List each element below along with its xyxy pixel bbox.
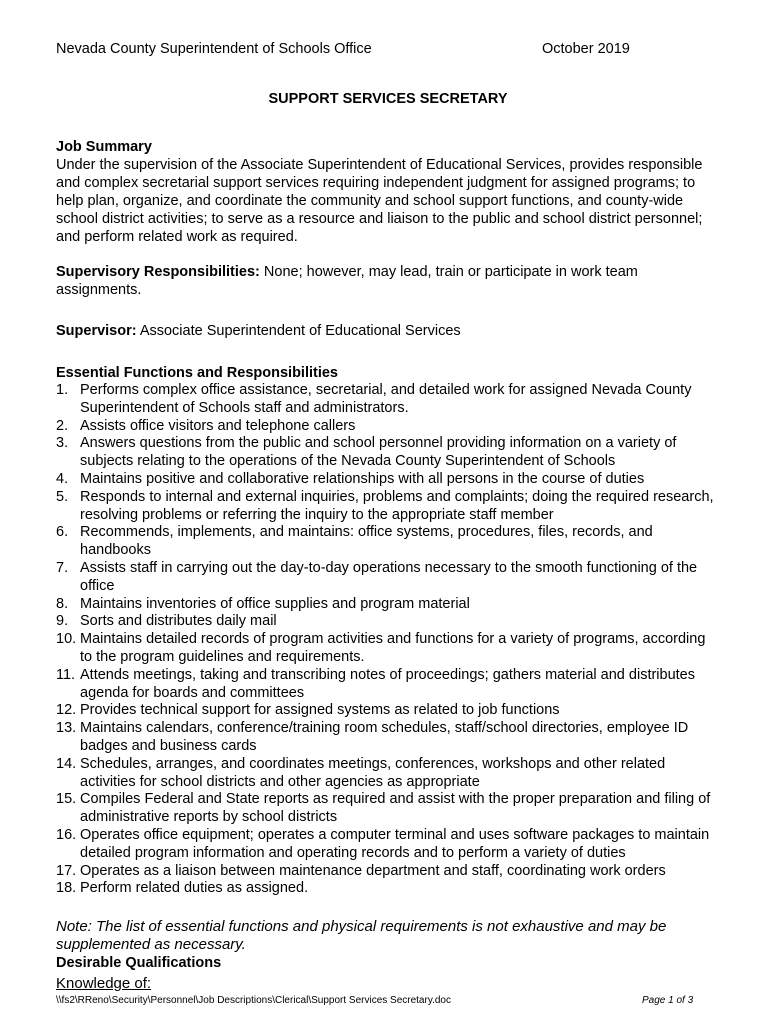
list-item-number: 18. [56, 880, 77, 897]
list-item-text: Performs complex office assistance, secretarial, and detailed work for assigned Nevada County Superintendent of Schools staff and administrators. [80, 382, 692, 416]
list-item-number: 14. [56, 755, 77, 772]
closing-section [56, 918, 720, 993]
list-item [56, 631, 720, 667]
list-item-number: 15. [56, 791, 77, 808]
list-item-text: Schedules, arranges, and coordinates meetings, conferences, workshops and other related activities for school districts and other agencies as appropriate [80, 755, 666, 790]
list-item [56, 560, 720, 596]
document-page [56, 0, 720, 1024]
list-item-number: 2. [56, 417, 69, 434]
job-summary-heading: Job Summary [56, 139, 152, 155]
list-item-text: Maintains detailed records of program activities and functions for a variety of programs, according to the program guidelines and requirements. [80, 631, 706, 665]
list-item-number: 11. [56, 666, 76, 683]
list-item-number: 6. [56, 524, 69, 541]
list-item-number: 9. [56, 613, 69, 630]
document-date: October 2019 [542, 41, 630, 57]
list-item [56, 524, 720, 560]
desirable-qualifications-heading: Desirable Qualifications [56, 955, 222, 971]
page-title: SUPPORT SERVICES SECRETARY [268, 91, 508, 107]
list-item [56, 791, 720, 827]
list-item [56, 435, 720, 471]
list-item [56, 702, 720, 720]
list-item [56, 613, 720, 631]
note-text: Note: The list of essential functions and physical requirements is not exhaustive and may be supplemented as necessary. [56, 918, 667, 953]
list-item-number: 12. [56, 702, 77, 719]
list-item-number: 7. [56, 559, 69, 576]
list-item [56, 880, 720, 898]
file-path: \\fs2\RReno\Security\Personnel\Job Descriptions\Clerical\Support Services Secretary.doc [56, 995, 451, 1006]
list-item-text: Sorts and distributes daily mail [80, 613, 277, 630]
list-item-number: 8. [56, 595, 69, 612]
list-item-number: 17. [56, 862, 77, 879]
knowledge-of-heading: Knowledge of: [56, 975, 152, 992]
supervisor-section [56, 322, 720, 340]
essential-functions-list [56, 382, 720, 898]
list-item [56, 382, 720, 418]
list-item [56, 489, 720, 525]
supervisor-label: Supervisor: [56, 323, 137, 339]
list-item-text: Responds to internal and external inquiries, problems and complaints; doing the required research, resolving problems or referring the inquiry to the appropriate staff member [80, 488, 714, 523]
supervisory-label: Supervisory Responsibilities: [56, 264, 260, 280]
list-item [56, 756, 720, 792]
list-item-number: 10. [56, 631, 77, 648]
job-summary-text: Under the supervision of the Associate Superintendent of Educational Services, provides responsible and complex secretarial support services requiring independent judgment for assigned programs; to help plan, organize, and coordinate the community and school support functions, and county-wide school district activities; to serve as a resource and liaison to the public and school district personnel; and perform related work as required. [56, 157, 703, 245]
list-item-text: Maintains calendars, conference/training room schedules, staff/school directories, employee ID badges and business cards [80, 720, 689, 754]
list-item-number: 4. [56, 470, 69, 487]
list-item-text: Compiles Federal and State reports as required and assist with the proper preparation and filing of administrative reports by school districts [80, 791, 711, 826]
list-item [56, 596, 720, 614]
supervisory-text: None; however, may lead, train or participate in work team assignments. [56, 264, 638, 298]
list-item-number: 13. [56, 720, 77, 737]
organization-name: Nevada County Superintendent of Schools Office [56, 41, 372, 57]
list-item-text: Provides technical support for assigned systems as related to job functions [80, 702, 560, 719]
list-item-number: 1. [56, 382, 69, 398]
list-item-text: Assists office visitors and telephone callers [80, 417, 356, 434]
list-item-text: Assists staff in carrying out the day-to-day operations necessary to the smooth functioning of the office [80, 559, 698, 594]
list-item [56, 471, 720, 489]
list-item [56, 827, 720, 863]
job-summary-section [56, 138, 720, 246]
list-item-number: 16. [56, 826, 77, 843]
list-item-text: Maintains inventories of office supplies and program material [80, 595, 470, 612]
essential-functions-heading: Essential Functions and Responsibilities [56, 365, 338, 381]
list-item-text: Maintains positive and collaborative relationships with all persons in the course of duties [80, 470, 645, 487]
list-item [56, 863, 720, 881]
supervisor-text: Associate Superintendent of Educational Services [136, 323, 461, 339]
list-item [56, 667, 720, 703]
list-item-number: 3. [56, 435, 69, 452]
list-item-text: Attends meetings, taking and transcribing notes of proceedings; gathers material and distributes agenda for boards and committees [80, 666, 695, 701]
page-number: Page 1 of 3 [642, 995, 694, 1006]
list-item-text: Answers questions from the public and school personnel providing information on a variety of subjects relating to the operations of the Nevada County Superintendent of Schools [80, 435, 677, 470]
list-item-number: 5. [56, 488, 69, 505]
list-item-text: Perform related duties as assigned. [80, 880, 309, 897]
list-item-text: Operates as a liaison between maintenance department and staff, coordinating work orders [80, 862, 666, 879]
essential-functions-section [56, 364, 720, 898]
list-item [56, 720, 720, 756]
list-item-text: Recommends, implements, and maintains: office systems, procedures, files, records, and handbooks [80, 524, 653, 559]
supervisory-section [56, 263, 720, 299]
list-item [56, 418, 720, 436]
list-item-text: Operates office equipment; operates a computer terminal and uses software packages to maintain detailed program information and operating records and to perform a variety of duties [80, 826, 710, 861]
